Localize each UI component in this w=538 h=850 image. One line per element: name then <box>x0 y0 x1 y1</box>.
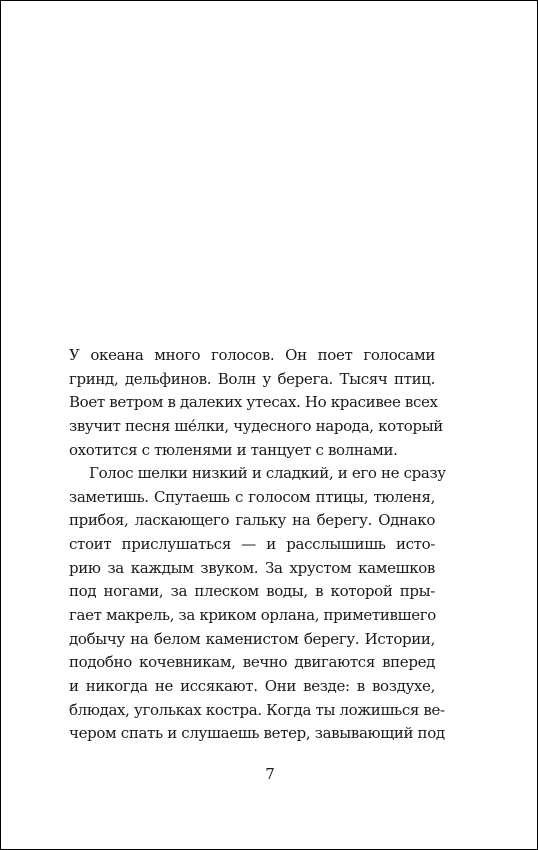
text-line: У океана много голосов. Он поет голосами <box>69 346 435 364</box>
text-line: под ногами, за плеском воды, в которой пры- <box>69 582 435 601</box>
text-line: охотится с тюленями и танцует с волнами. <box>69 440 398 459</box>
text-line: заметишь. Спутаешь с голосом птицы, тюленя, <box>69 487 435 506</box>
page-number: 7 <box>265 765 275 783</box>
text-line: добычу на белом каменистом берегу. Истории, <box>69 629 435 648</box>
text-line: подобно кочевникам, вечно двигаются вперед <box>69 653 435 672</box>
text-line: гринд, дельфинов. Волн у берега. Тысяч птиц. <box>69 369 435 388</box>
text-line: звучит песня ше́лки, чудесного народа, который <box>69 416 443 435</box>
text-line: Воет ветром в далеких утесах. Но красивее всех <box>69 393 438 412</box>
text-line: и никогда не иссякают. Они везде: в воздухе, <box>69 676 435 695</box>
text-line: прибоя, ласкающего гальку на берегу. Однако <box>69 511 435 530</box>
text-line: Голос шелки низкий и сладкий, и его не сразу <box>89 464 446 483</box>
text-line: блюдах, угольках костра. Когда ты ложишься ве- <box>69 700 445 719</box>
text-line: стоит прислушаться — и расслышишь исто- <box>69 535 435 554</box>
text-line: чером спать и слушаешь ветер, завывающий под <box>69 724 445 743</box>
text-line: рию за каждым звуком. За хрустом камешков <box>69 558 435 577</box>
body-text <box>69 344 446 746</box>
text-line: гает макрель, за криком орлана, приметившего <box>69 606 436 625</box>
